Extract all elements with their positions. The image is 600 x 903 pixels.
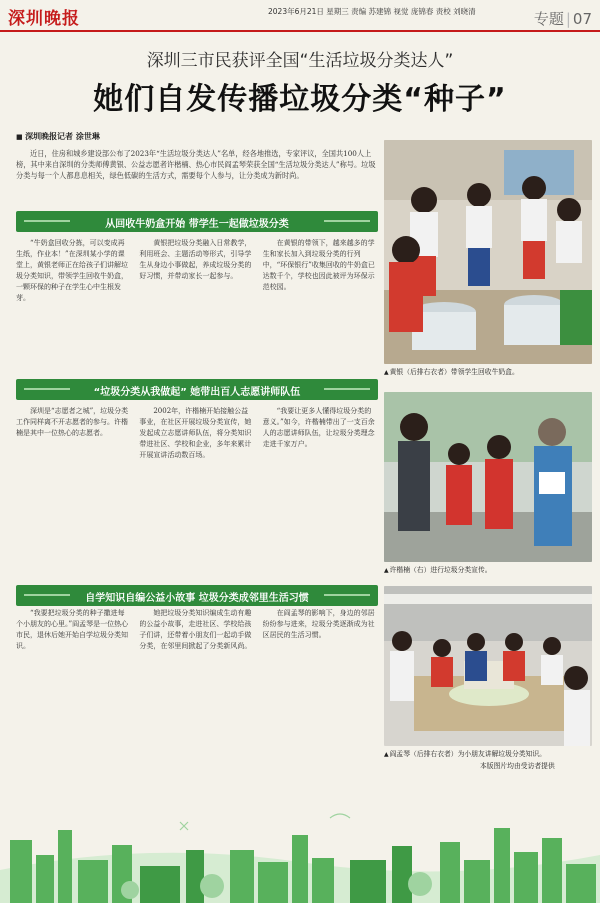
paragraph: 她把垃圾分类知识编成生动有趣的公益小故事，走进社区、学校给孩子们讲，还带着小朋友们一起动手做分类，在邻里间掀起了分类新风尚。 [139, 609, 252, 650]
header-rule [0, 30, 600, 32]
photo-storytelling [384, 586, 592, 746]
section-heading-1 [16, 211, 378, 232]
section-1-body [16, 238, 378, 373]
paragraph: “我要让更多人懂得垃圾分类的意义。”如今，许楷楠带出了一支百余人的志愿讲师队伍，让垃圾分类理念走进千家万户。 [262, 407, 375, 448]
section-2-body [16, 406, 378, 579]
byline: ■ 深圳晚报记者 涂世琳 [16, 131, 100, 142]
photo-milk-carton-recycling [384, 140, 592, 364]
paragraph: “牛奶盒回收分拣，可以变成再生纸，作业本！”在深圳某小学的课堂上，黄银老师正在给孩子们讲解垃圾分类知识，带领学生回收牛奶盒，一颗环保的种子在学生心中生根发芽。 [16, 239, 128, 302]
photo-caption-1: ▲ 黄银（后排右衣者）带领学生回收牛奶盒。 [384, 366, 519, 376]
page-number: 07 [572, 10, 592, 28]
section-heading-2 [16, 379, 378, 400]
section-title-2: “垃圾分类从我做起” 她带出百人志愿讲师队伍 [93, 387, 301, 398]
photo-caption-2: ▲ 许楷楠（右）进行垃圾分类宣传。 [384, 564, 492, 574]
section-name: 专题 [533, 10, 564, 28]
section-title-1: 从回收牛奶盒开始 带学生一起做垃圾分类 [105, 219, 289, 230]
paragraph: 深圳是“志愿者之城”，垃圾分类工作同样离不开志愿者的参与。许楷楠是其中一位热心的志愿者。 [16, 407, 129, 437]
section-title-3: 自学知识自编公益小故事 垃圾分类成邻里生活习惯 [85, 593, 309, 604]
section-label: 专题 | 07 [533, 10, 592, 28]
page-header [0, 0, 600, 30]
photo-credit: 本版图片均由受访者提供 [480, 762, 555, 770]
dateline: 2023年6月21日 星期三 责编 苏建锦 视觉 庞锦春 责校 刘晓清 [268, 7, 476, 16]
lead-paragraph: 近日，住房和城乡建设部公布了2023年“生活垃圾分类达人”名单，经各地推选，专家评议，全国共100人上榜，其中来自深圳的分类师傅黄银、公益志愿者许楷楠、热心市民阎孟琴荣获全国“生活垃圾分类达人”称号。垃圾分类与每一个人都息息相关，绿色低碳的生活方式，需要每个人参与，让分类成为新时尚。 [16, 149, 376, 181]
paragraph: “我要把垃圾分类的种子撒进每个小朋友的心里。”阎孟琴是一位热心市民，退休后她开始自学垃圾分类知识。 [16, 609, 129, 650]
paragraph: 黄银把垃圾分类融入日常教学，利用班会、主题活动等形式，引导学生从身边小事做起，养成垃圾分类的好习惯，并带动家长一起参与。 [139, 239, 252, 280]
photo-volunteer-promotion [384, 392, 592, 562]
section-3-body [16, 608, 378, 788]
photo-caption-3: ▲ 阎孟琴（后排右衣者）为小朋友讲解垃圾分类知识。 [384, 748, 546, 758]
paragraph: 2002年，许楷楠开始接触公益事业，在社区开展垃圾分类宣传，她发起成立志愿讲师队伍，将分类知识带进社区、学校和企业，多年来累计开展宣讲活动数百场。 [139, 407, 252, 459]
paragraph: 在黄银的带领下，越来越多的学生和家长加入到垃圾分类的行列中，“环保银行”收集回收的牛奶盒已达数千个，学校也因此被评为环保示范校园。 [262, 239, 375, 291]
city-skyline-illustration [0, 800, 600, 903]
paragraph: 在阎孟琴的影响下，身边的邻居纷纷参与进来，垃圾分类逐渐成为社区居民的生活习惯。 [262, 609, 375, 639]
section-heading-3 [16, 585, 378, 606]
kicker-headline: 深圳三市民获评全国“生活垃圾分类达人” [146, 51, 454, 71]
newspaper-masthead: 深圳晚报 [8, 9, 80, 29]
main-headline: 她们自发传播垃圾分类“种子” [93, 82, 507, 117]
